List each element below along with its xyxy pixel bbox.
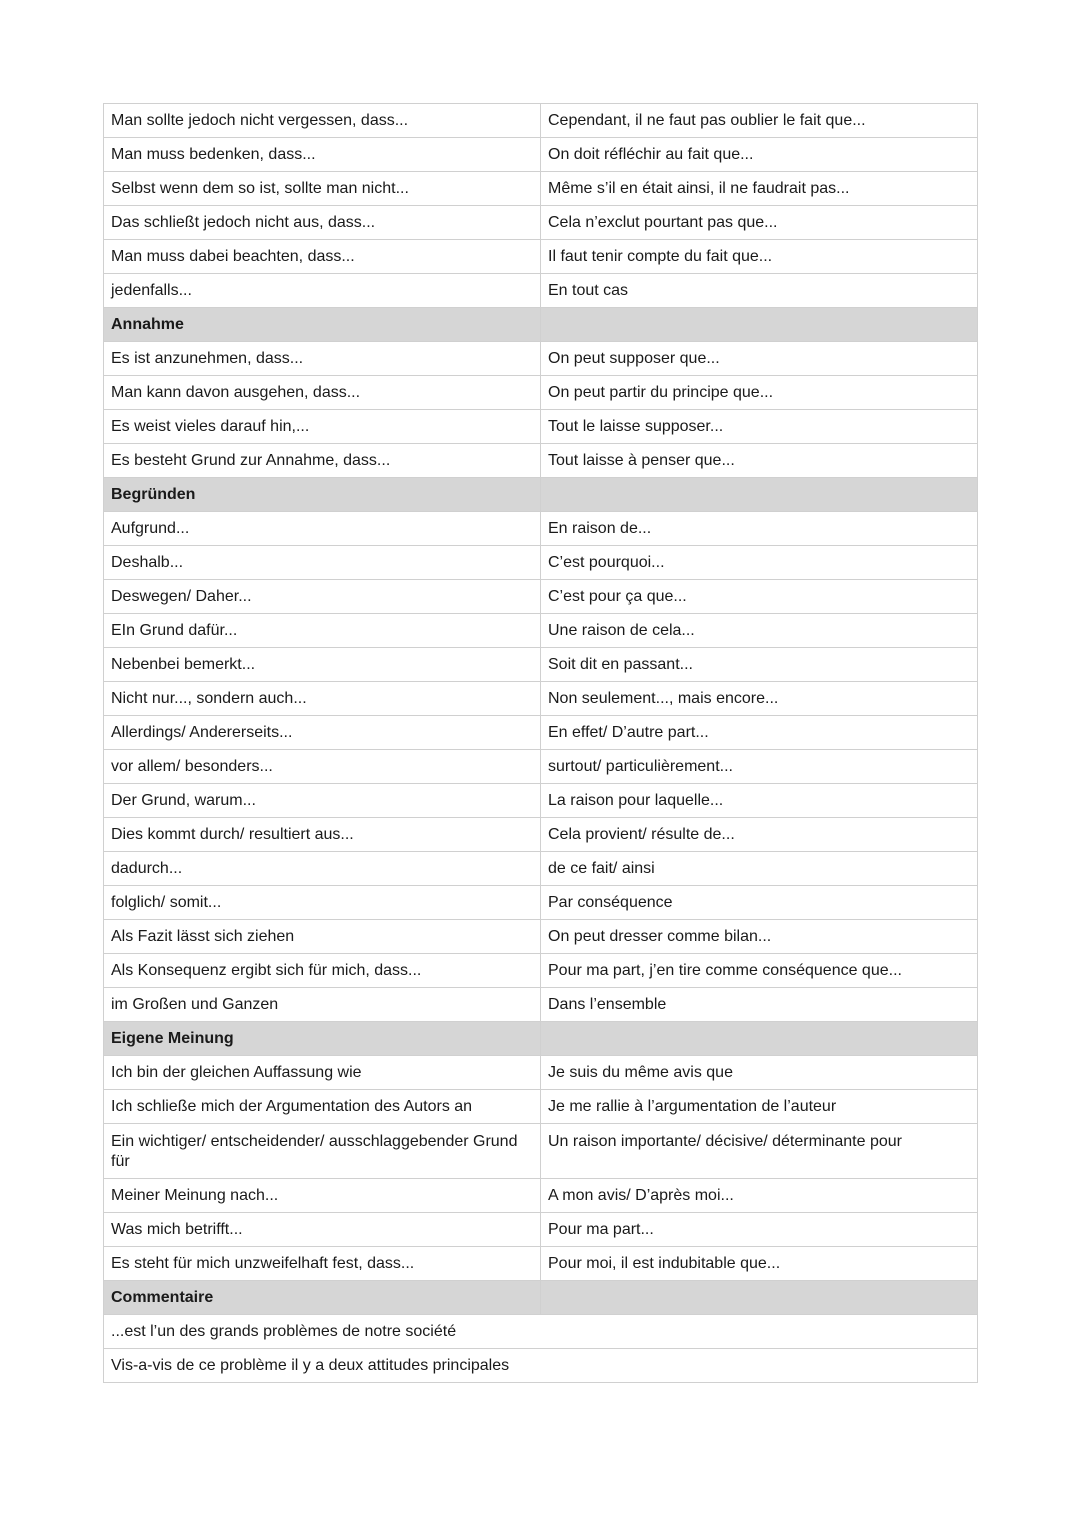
section-title: Eigene Meinung — [104, 1022, 541, 1056]
french-phrase-cell: Tout le laisse supposer... — [541, 410, 978, 444]
section-blank-cell — [541, 1022, 978, 1056]
section-title: Annahme — [104, 308, 541, 342]
french-phrase-cell: Pour ma part, j’en tire comme conséquence que... — [541, 954, 978, 988]
german-phrase-cell: Ein wichtiger/ entscheidender/ ausschlaggebender Grund für — [104, 1124, 541, 1179]
table-row — [104, 138, 978, 172]
german-phrase-cell: Als Fazit lässt sich ziehen — [104, 920, 541, 954]
table-row — [104, 1213, 978, 1247]
french-phrase-cell: Tout laisse à penser que... — [541, 444, 978, 478]
table-row — [104, 614, 978, 648]
table-row — [104, 954, 978, 988]
phrase-table-body — [104, 104, 978, 1383]
table-row — [104, 784, 978, 818]
table-row — [104, 818, 978, 852]
german-phrase-cell: Man sollte jedoch nicht vergessen, dass... — [104, 104, 541, 138]
table-row — [104, 1247, 978, 1281]
table-row — [104, 376, 978, 410]
french-phrase-cell: En effet/ D’autre part... — [541, 716, 978, 750]
section-header-row — [104, 1281, 978, 1315]
german-phrase-cell: Nicht nur..., sondern auch... — [104, 682, 541, 716]
german-phrase-cell: Allerdings/ Andererseits... — [104, 716, 541, 750]
german-phrase-cell: Es weist vieles darauf hin,... — [104, 410, 541, 444]
french-phrase-cell: Même s’il en était ainsi, il ne faudrait pas... — [541, 172, 978, 206]
french-phrase-cell: surtout/ particulièrement... — [541, 750, 978, 784]
french-phrase-cell: Une raison de cela... — [541, 614, 978, 648]
french-phrase-cell: Pour moi, il est indubitable que... — [541, 1247, 978, 1281]
french-phrase-cell: C’est pour ça que... — [541, 580, 978, 614]
french-phrase-cell: Soit dit en passant... — [541, 648, 978, 682]
german-phrase-cell: Was mich betrifft... — [104, 1213, 541, 1247]
table-row — [104, 886, 978, 920]
german-phrase-cell: Der Grund, warum... — [104, 784, 541, 818]
table-row — [104, 580, 978, 614]
phrase-table — [103, 103, 978, 1383]
section-blank-cell — [541, 478, 978, 512]
german-phrase-cell: im Großen und Ganzen — [104, 988, 541, 1022]
german-phrase-cell: Ich bin der gleichen Auffassung wie — [104, 1056, 541, 1090]
french-phrase-cell: Pour ma part... — [541, 1213, 978, 1247]
french-phrase-cell: Non seulement..., mais encore... — [541, 682, 978, 716]
table-row — [104, 682, 978, 716]
table-row — [104, 1056, 978, 1090]
french-phrase-cell: On peut supposer que... — [541, 342, 978, 376]
french-phrase-cell: ...est l’un des grands problèmes de notre société — [104, 1315, 978, 1349]
german-phrase-cell: Nebenbei bemerkt... — [104, 648, 541, 682]
german-phrase-cell: vor allem/ besonders... — [104, 750, 541, 784]
german-phrase-cell: Man muss dabei beachten, dass... — [104, 240, 541, 274]
french-phrase-cell: Il faut tenir compte du fait que... — [541, 240, 978, 274]
section-header-row — [104, 478, 978, 512]
french-phrase-cell: On doit réfléchir au fait que... — [541, 138, 978, 172]
german-phrase-cell: Ich schließe mich der Argumentation des Autors an — [104, 1090, 541, 1124]
german-phrase-cell: Meiner Meinung nach... — [104, 1179, 541, 1213]
french-phrase-cell: Dans l’ensemble — [541, 988, 978, 1022]
table-row — [104, 342, 978, 376]
table-row — [104, 1124, 978, 1179]
table-row — [104, 750, 978, 784]
table-row — [104, 1315, 978, 1349]
section-title: Commentaire — [104, 1281, 541, 1315]
german-phrase-cell: jedenfalls... — [104, 274, 541, 308]
german-phrase-cell: EIn Grund dafür... — [104, 614, 541, 648]
french-phrase-cell: La raison pour laquelle... — [541, 784, 978, 818]
table-row — [104, 716, 978, 750]
german-phrase-cell: Es ist anzunehmen, dass... — [104, 342, 541, 376]
french-phrase-cell: Par conséquence — [541, 886, 978, 920]
french-phrase-cell: de ce fait/ ainsi — [541, 852, 978, 886]
table-row — [104, 410, 978, 444]
section-header-row — [104, 308, 978, 342]
german-phrase-cell: Als Konsequenz ergibt sich für mich, dass... — [104, 954, 541, 988]
table-row — [104, 240, 978, 274]
german-phrase-cell: Dies kommt durch/ resultiert aus... — [104, 818, 541, 852]
table-row — [104, 546, 978, 580]
french-phrase-cell: En raison de... — [541, 512, 978, 546]
table-row — [104, 648, 978, 682]
table-row — [104, 172, 978, 206]
section-blank-cell — [541, 1281, 978, 1315]
table-row — [104, 444, 978, 478]
german-phrase-cell: dadurch... — [104, 852, 541, 886]
table-row — [104, 104, 978, 138]
section-header-row — [104, 1022, 978, 1056]
french-phrase-cell: Un raison importante/ décisive/ déterminante pour — [541, 1124, 978, 1179]
german-phrase-cell: Deswegen/ Daher... — [104, 580, 541, 614]
table-row — [104, 1179, 978, 1213]
german-phrase-cell: Es steht für mich unzweifelhaft fest, dass... — [104, 1247, 541, 1281]
table-row — [104, 852, 978, 886]
table-row — [104, 512, 978, 546]
french-phrase-cell: A mon avis/ D’après moi... — [541, 1179, 978, 1213]
table-row — [104, 1349, 978, 1383]
table-row — [104, 274, 978, 308]
table-row — [104, 920, 978, 954]
german-phrase-cell: Man muss bedenken, dass... — [104, 138, 541, 172]
french-phrase-cell: On peut partir du principe que... — [541, 376, 978, 410]
table-row — [104, 206, 978, 240]
french-phrase-cell: En tout cas — [541, 274, 978, 308]
french-phrase-cell: Cependant, il ne faut pas oublier le fait que... — [541, 104, 978, 138]
german-phrase-cell: Deshalb... — [104, 546, 541, 580]
german-phrase-cell: Es besteht Grund zur Annahme, dass... — [104, 444, 541, 478]
french-phrase-cell: Vis-a-vis de ce problème il y a deux attitudes principales — [104, 1349, 978, 1383]
german-phrase-cell: Aufgrund... — [104, 512, 541, 546]
table-row — [104, 988, 978, 1022]
german-phrase-cell: Man kann davon ausgehen, dass... — [104, 376, 541, 410]
section-blank-cell — [541, 308, 978, 342]
section-title: Begründen — [104, 478, 541, 512]
french-phrase-cell: Je suis du même avis que — [541, 1056, 978, 1090]
german-phrase-cell: folglich/ somit... — [104, 886, 541, 920]
french-phrase-cell: On peut dresser comme bilan... — [541, 920, 978, 954]
german-phrase-cell: Selbst wenn dem so ist, sollte man nicht... — [104, 172, 541, 206]
table-row — [104, 1090, 978, 1124]
german-phrase-cell: Das schließt jedoch nicht aus, dass... — [104, 206, 541, 240]
french-phrase-cell: C’est pourquoi... — [541, 546, 978, 580]
french-phrase-cell: Cela n’exclut pourtant pas que... — [541, 206, 978, 240]
french-phrase-cell: Je me rallie à l’argumentation de l’auteur — [541, 1090, 978, 1124]
french-phrase-cell: Cela provient/ résulte de... — [541, 818, 978, 852]
